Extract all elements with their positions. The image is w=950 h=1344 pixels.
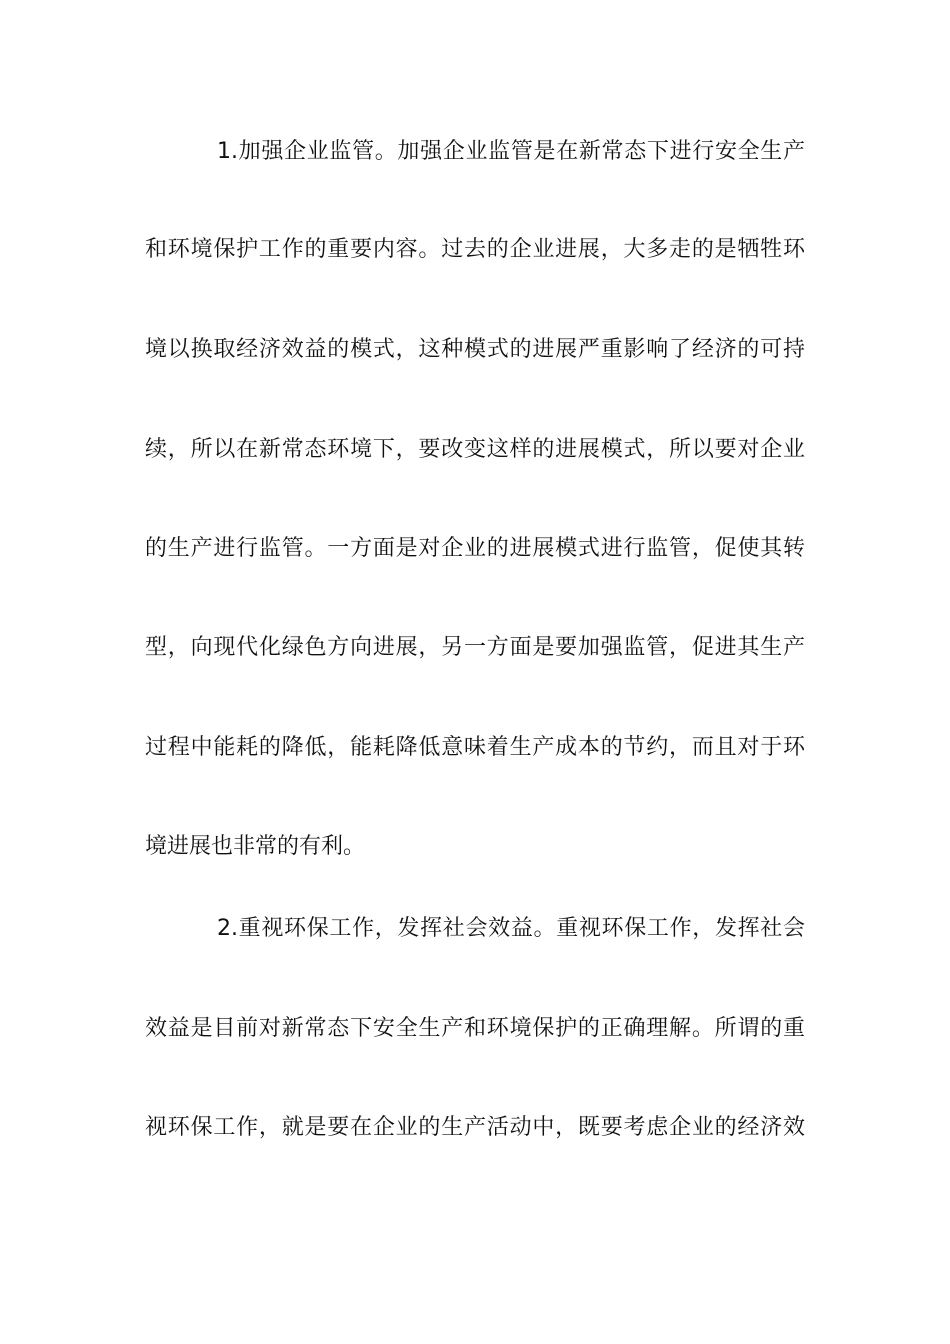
paragraph-1-line-5: 的生产进行监管。一方面是对企业的进展模式进行监管，促使其转 xyxy=(145,536,805,561)
paragraph-1-line-4: 续，所以在新常态环境下，要改变这样的进展模式，所以要对企业 xyxy=(145,437,805,462)
paragraph-1-line-2: 和环境保护工作的重要内容。过去的企业进展，大多走的是牺牲环 xyxy=(145,237,805,262)
paragraph-1-line-6: 型，向现代化绿色方向进展，另一方面是要加强监管，促进其生产 xyxy=(145,635,805,660)
paragraph-1-line-7: 过程中能耗的降低，能耗降低意味着生产成本的节约，而且对于环 xyxy=(145,735,805,760)
paragraph-2-line-3: 视环保工作，就是要在企业的生产活动中，既要考虑企业的经济效 xyxy=(145,1115,805,1140)
paragraph-1-line-8: 境进展也非常的有利。 xyxy=(145,834,366,859)
paragraph-1-line-3: 境以换取经济效益的模式，这种模式的进展严重影响了经济的可持 xyxy=(145,337,805,362)
paragraph-2-line-2: 效益是目前对新常态下安全生产和环境保护的正确理解。所谓的重 xyxy=(145,1016,805,1041)
paragraph-1-line-1: 1.加强企业监管。加强企业监管是在新常态下进行安全生产 xyxy=(217,139,805,164)
paragraph-2-line-1: 2.重视环保工作，发挥社会效益。重视环保工作，发挥社会 xyxy=(217,916,805,941)
